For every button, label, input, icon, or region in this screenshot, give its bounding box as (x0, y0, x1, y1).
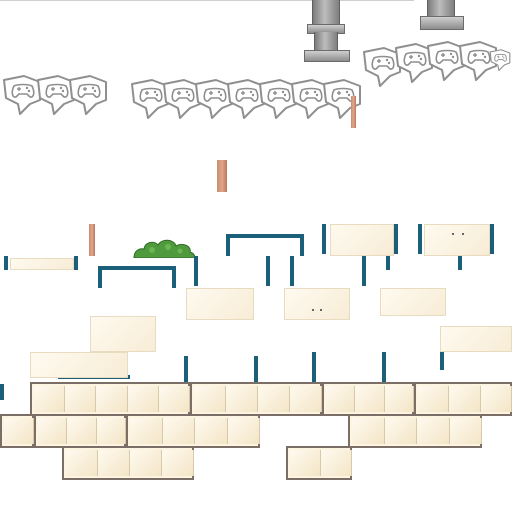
frame-post-2b (172, 266, 176, 288)
post-p (312, 352, 316, 382)
cabinet-cell (449, 386, 480, 412)
tile-4 (186, 288, 254, 320)
pipe-base-left (304, 50, 350, 62)
cabinet-cell (481, 386, 512, 412)
tile-5 (284, 288, 350, 320)
cabinet-cell (67, 418, 96, 444)
cabinet-row-1 (30, 382, 190, 416)
frame-post-1b (300, 234, 304, 256)
cabinet-cell (385, 386, 414, 412)
cabinet-cell (417, 418, 450, 444)
cabinet-row-2c (126, 414, 260, 448)
frame-top-2 (98, 266, 176, 270)
cabinet-cell (418, 386, 449, 412)
cabinet-cell (34, 386, 65, 412)
post-i (290, 256, 294, 286)
pipe-body-right (427, 0, 455, 16)
post-o (254, 356, 258, 382)
cabinet-cell (326, 386, 355, 412)
post-j (362, 256, 366, 286)
cabinet-cell (194, 386, 226, 412)
cabinet-cell (66, 450, 98, 476)
cabinet-cell (321, 450, 352, 476)
post-d (490, 224, 494, 254)
cabinet-cell (385, 418, 418, 444)
post-a (322, 224, 326, 254)
post-g (194, 256, 198, 286)
cabinet-row-2a (0, 414, 34, 448)
cabinet-cell (97, 418, 126, 444)
tile-8 (440, 326, 512, 352)
post-k (386, 256, 390, 270)
cabinet-cell (290, 450, 321, 476)
cabinet-cell (128, 386, 159, 412)
cabinet-cell (159, 386, 190, 412)
tile-9 (30, 352, 128, 378)
cabinet-cell (195, 418, 228, 444)
tile-1 (330, 224, 394, 256)
cabinet-cell (162, 450, 194, 476)
cabinet-row-2b (34, 414, 126, 448)
post-h (266, 256, 270, 286)
cabinet-cell (130, 450, 162, 476)
knob-d (320, 309, 322, 311)
post-q (382, 352, 386, 382)
knob-b (462, 233, 464, 235)
cabinet-cell (96, 386, 127, 412)
post-f (74, 256, 78, 270)
frame-top-1 (226, 234, 304, 238)
rod-1 (351, 96, 356, 128)
cabinet-cell (130, 418, 163, 444)
cabinet-row-3a (62, 446, 194, 480)
post-s (0, 384, 4, 400)
cabinet-cell (355, 386, 384, 412)
gamepad-badge-icon (66, 70, 110, 116)
post-e (4, 256, 8, 270)
post-b (394, 224, 398, 254)
bush-icon (132, 236, 196, 258)
post-c (418, 224, 422, 254)
tile-2 (424, 224, 490, 256)
pipe-body-left (312, 0, 340, 24)
cabinet-cell (163, 418, 196, 444)
cabinet-cell (352, 418, 385, 444)
pipe-base-right (420, 16, 464, 30)
cabinet-row-1c (322, 382, 414, 416)
rod-3 (89, 224, 95, 256)
post-r (440, 352, 444, 370)
knob-a (452, 233, 454, 235)
gamepad-badge-icon (320, 74, 364, 120)
cabinet-row-1d (414, 382, 512, 416)
cabinet-cell (38, 418, 67, 444)
cabinet-cell (4, 418, 34, 444)
cabinet-row-2d (348, 414, 482, 448)
cabinet-cell (258, 386, 290, 412)
knob-c (312, 309, 314, 311)
cabinet-row-1b (190, 382, 322, 416)
post-l (458, 256, 462, 270)
tile-3 (10, 258, 74, 270)
pipe-neck-left (314, 32, 338, 50)
tile-6 (380, 288, 446, 316)
cabinet-cell (450, 418, 483, 444)
top-rule (0, 0, 414, 1)
cabinet-cell (226, 386, 258, 412)
cabinet-cell (98, 450, 130, 476)
cabinet-cell (290, 386, 322, 412)
cabinet-row-3b (286, 446, 352, 480)
frame-post-2a (98, 266, 102, 288)
cabinet-cell (228, 418, 261, 444)
gamepad-badge-icon (488, 36, 512, 82)
tile-7 (90, 316, 156, 352)
rod-2 (217, 160, 227, 192)
frame-post-1a (226, 234, 230, 256)
cabinet-cell (65, 386, 96, 412)
post-n (184, 356, 188, 382)
